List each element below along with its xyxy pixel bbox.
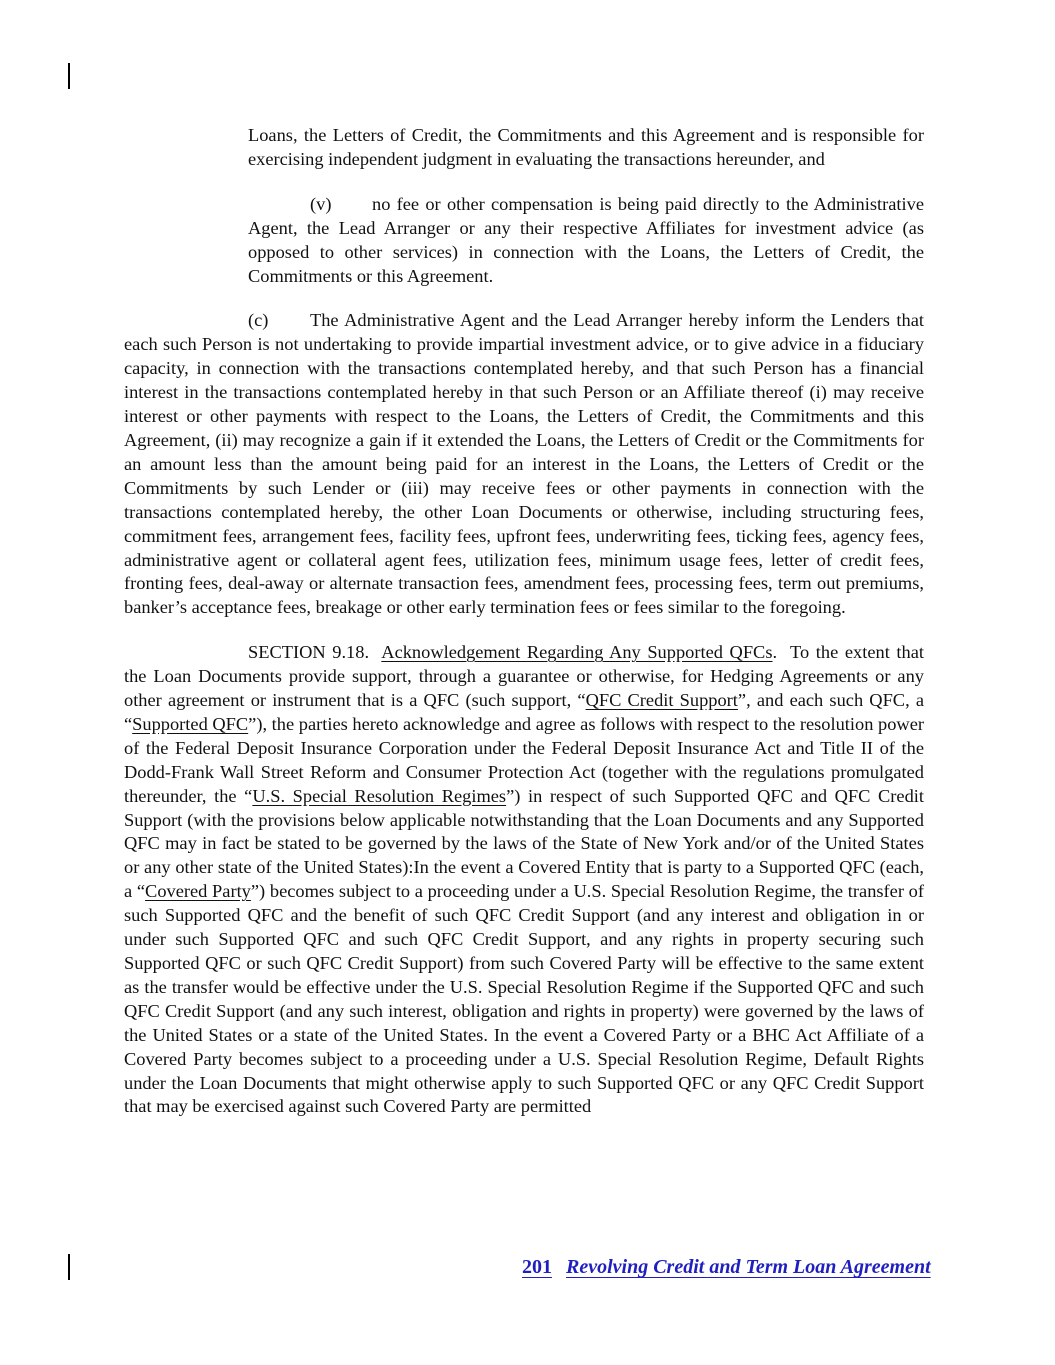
clause-v-label: (v): [310, 193, 332, 214]
continuation-text: Loans, the Letters of Credit, the Commitments and this Agreement and is responsible for exercising independent judgment in evaluating the transactions hereunder, and: [248, 125, 924, 169]
section-text-3: ”), the parties hereto acknowledge and agree as follows with respect to the resolution power of the Federal Deposit Insurance Corporation under the Federal Deposit Insurance Act and Title II of the Dodd-Frank Wall Street Reform and Consumer Protection Act (together with the regulations promulgated thereunder, the “: [124, 713, 924, 806]
defined-term-qfc-credit-support: QFC Credit Support: [585, 690, 738, 711]
section-heading-period: .: [772, 642, 778, 663]
page-footer: [522, 1256, 931, 1279]
section-9-18-paragraph: [124, 641, 924, 1119]
clause-c-paragraph: [124, 309, 924, 620]
defined-term-supported-qfc: Supported QFC: [132, 713, 249, 734]
revision-change-bar-top: [68, 63, 70, 89]
clause-v-paragraph: [248, 193, 924, 289]
section-number: SECTION 9.18.: [248, 642, 370, 663]
section-text-4: ”) in respect of such Supported QFC and QFC Credit Support (with the provisions below applicable notwithstanding that the Loan Documents and any Supported QFC may in fact be stated to be governed by the laws of the State of New York and/or of the United States or any other state of the United States):In the event a Covered Entity that is party to a Supported QFC (each, a “: [124, 785, 924, 902]
document-page-body: [124, 124, 924, 1140]
page-number-link[interactable]: 201: [522, 1256, 552, 1278]
section-heading: Acknowledgement Regarding Any Supported QFCs: [381, 642, 773, 663]
clause-v-text: no fee or other compensation is being paid directly to the Administrative Agent, the Lead Arranger or any their respective Affiliates for investment advice (as opposed to other services) in connection with the Loans, the Letters of Credit, the Commitments or this Agreement.: [248, 193, 924, 286]
section-text-1: To the extent that the Loan Documents provide support, through a guarantee or otherwise, for Hedging Agreements or any other agreement or instrument that is a QFC (such support, “: [124, 642, 924, 711]
section-text-5: ”) becomes subject to a proceeding under a U.S. Special Resolution Regime, the transfer of such Supported QFC and the benefit of such QFC Credit Support (and any interest and obligation in or under such Supported QFC and such QFC Credit Support, and any rights in property securing such Supported QFC or such QFC Credit Support) from such Covered Party will be effective to the same extent as the transfer would be effective under the U.S. Special Resolution Regime if the Supported QFC and such QFC Credit Support (and any such interest, obligation and rights in property) were governed by the laws of the United States or a state of the United States. In the event a Covered Party or a BHC Act Affiliate of a Covered Party becomes subject to a proceeding under a U.S. Special Resolution Regime, Default Rights under the Loan Documents that might otherwise apply to such Supported QFC or any QFC Credit Support that may be exercised against such Covered Party are permitted: [124, 881, 924, 1117]
document-title-link[interactable]: Revolving Credit and Term Loan Agreement: [566, 1256, 931, 1278]
defined-term-us-special-resolution-regimes: U.S. Special Resolution Regimes: [252, 785, 507, 806]
clause-c-label: (c): [248, 310, 269, 331]
defined-term-covered-party: Covered Party: [145, 881, 251, 902]
clause-c-text: The Administrative Agent and the Lead Arranger hereby inform the Lenders that each such Person is not undertaking to provide impartial investment advice, or to give advice in a fiduciary capacity, in connection with the transactions contemplated hereby, and that such Person has a financial interest in the transactions contemplated hereby in that such Person or an Affiliate thereof (i) may receive interest or other payments with respect to the Loans, the Letters of Credit, the Commitments and this Agreement, (ii) may recognize a gain if it extended the Loans, the Letters of Credit or the Commitments for an amount less than the amount being paid for an interest in the Loans, the Letters of Credit or the Commitments by such Lender or (iii) may receive fees or other payments in connection with the transactions contemplated hereby, the other Loan Documents or otherwise, including structuring fees, commitment fees, arrangement fees, facility fees, upfront fees, underwriting fees, ticking fees, agency fees, administrative agent or collateral agent fees, utilization fees, minimum usage fees, letter of credit fees, fronting fees, deal-away or alternate transaction fees, amendment fees, processing fees, term out premiums, banker’s acceptance fees, breakage or other early termination fees or fees similar to the foregoing.: [124, 310, 924, 618]
section-text-2: ”, and each such QFC, a “: [124, 690, 925, 734]
revision-change-bar-bottom: [68, 1254, 70, 1280]
continuation-paragraph: [248, 124, 924, 172]
